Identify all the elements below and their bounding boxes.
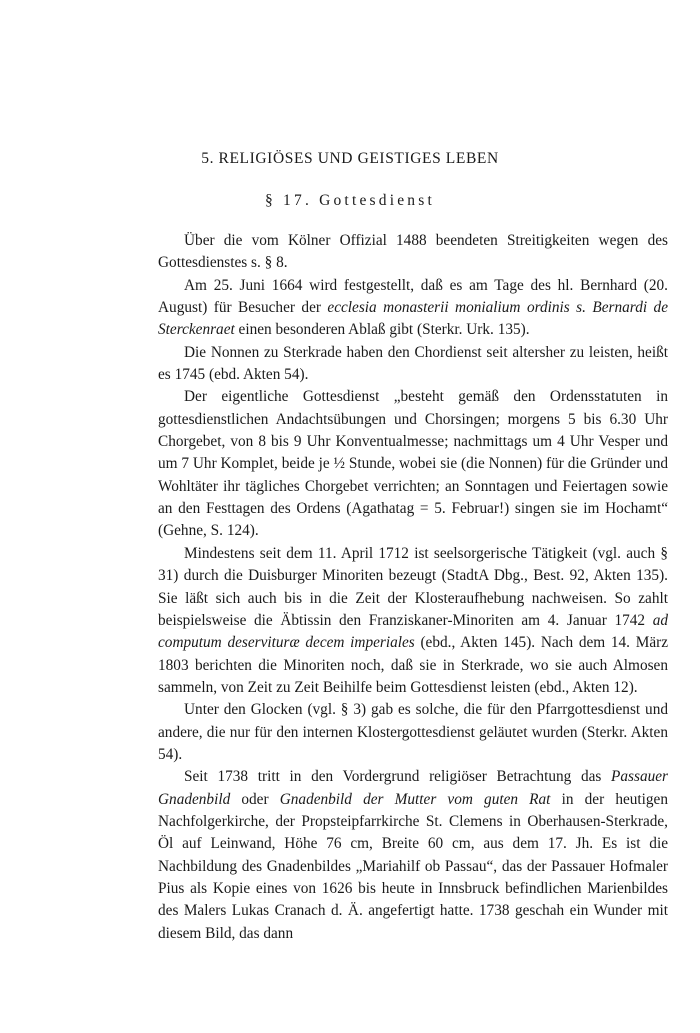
- text-segment: Seit 1738 tritt in den Vordergrund religiöser Betrachtung das: [184, 768, 612, 786]
- paragraph: [158, 230, 668, 275]
- paragraph: [158, 342, 668, 387]
- paragraph: [158, 386, 668, 542]
- text-segment: (ebd., Akten 145). Nach dem 14. März 1803 berichten die Minoriten noch, daß sie in Sterkrade, wo sie auch Almosen sammeln, von Zeit zu Zeit Beihilfe beim Gottesdienst leisten (ebd., Akten 12).: [158, 634, 668, 696]
- text-segment: Mindestens seit dem 11. April 1712 ist seelsorgerische Tätigkeit (vgl. auch § 31) durch die Duisburger Minoriten bezeugt (StadtA Dbg., Best. 92, Akten 135). Sie läßt sich auch bis in die Zeit der Klosteraufhebung nachweisen. So zahlt beispielsweise die Äbtissin den Franziskaner-Minoriten am 4. Januar 1742: [158, 544, 668, 629]
- text-segment: Unter den Glocken (vgl. § 3) gab es solche, die für den Pfarrgottesdienst und andere, die nur für den internen Klostergottesdienst geläutet wurden (Sterkr. Akten 54).: [158, 701, 668, 763]
- latin-quote: ad computum deservituræ decem imperiales: [158, 611, 668, 652]
- paragraph: [158, 766, 668, 945]
- paragraph: [158, 699, 668, 766]
- artwork-title: Gnadenbild der Mutter vom guten Rat: [279, 790, 551, 808]
- text-segment: Am 25. Juni 1664 wird festgestellt, daß es am Tage des hl. Bernhard (20. August) für Besucher der: [158, 276, 668, 317]
- text-segment: oder: [230, 790, 280, 808]
- text-segment: in der heutigen Nachfolgerkirche, der Propsteipfarrkirche St. Clemens in Oberhausen-Sterkrade, Öl auf Leinwand, Höhe 76 cm, Breite 60 cm, aus dem 17. Jh. Es ist die Nachbildung des Gnadenbildes „Mariahilf ob Passau“, das der Passauer Hofmaler Pius als Kopie eines von 1626 bis heute in Innsbruck befindlichen Marienbildes des Malers Lukas Cranach d. Ä. angefertigt hatte. 1738 geschah ein Wunder mit diesem Bild, das dann: [158, 790, 668, 942]
- latin-quote: ecclesia monasterii monialium ordinis s. Bernardi de Sterckenraet: [158, 299, 668, 339]
- paragraph: [158, 543, 668, 699]
- text-segment: Die Nonnen zu Sterkrade haben den Chordienst seit altersher zu leisten, heißt es 1745 (ebd. Akten 54).: [158, 343, 668, 384]
- text-segment: Der eigentliche Gottesdienst „besteht gemäß den Ordensstatuten in gottesdienstlichen Andachtsübungen und Chorsingen; morgens 5 bis 6.30 Uhr Chorgebet, von 8 bis 9 Uhr Konventualmesse; nachmittags um 4 Uhr Vesper und um 7 Uhr Komplet, beide je ½ Stunde, wobei sie (die Nonnen) für die Gründer und Wohltäter ihr tägliches Chorgebet verrichten; an Sonntagen und Feiertagen sowie an den Festtagen des Ordens (Agathatag = 5. Februar!) singen sie im Hochamt“ (Gehne, S. 124).: [158, 388, 668, 540]
- text-segment: Über die vom Kölner Offizial 1488 beendeten Streitigkeiten wegen des Gottesdienstes s. § 8.: [158, 232, 668, 272]
- paragraph: [158, 275, 668, 342]
- section-title: § 17. Gottesdienst: [265, 192, 435, 209]
- chapter-title: 5. RELIGIÖSES UND GEISTIGES LEBEN: [201, 150, 499, 167]
- body-text: [158, 230, 668, 945]
- artwork-title: Passauer Gnadenbild: [158, 768, 668, 808]
- text-segment: einen besonderen Ablaß gibt (Sterkr. Urk. 135).: [234, 321, 530, 339]
